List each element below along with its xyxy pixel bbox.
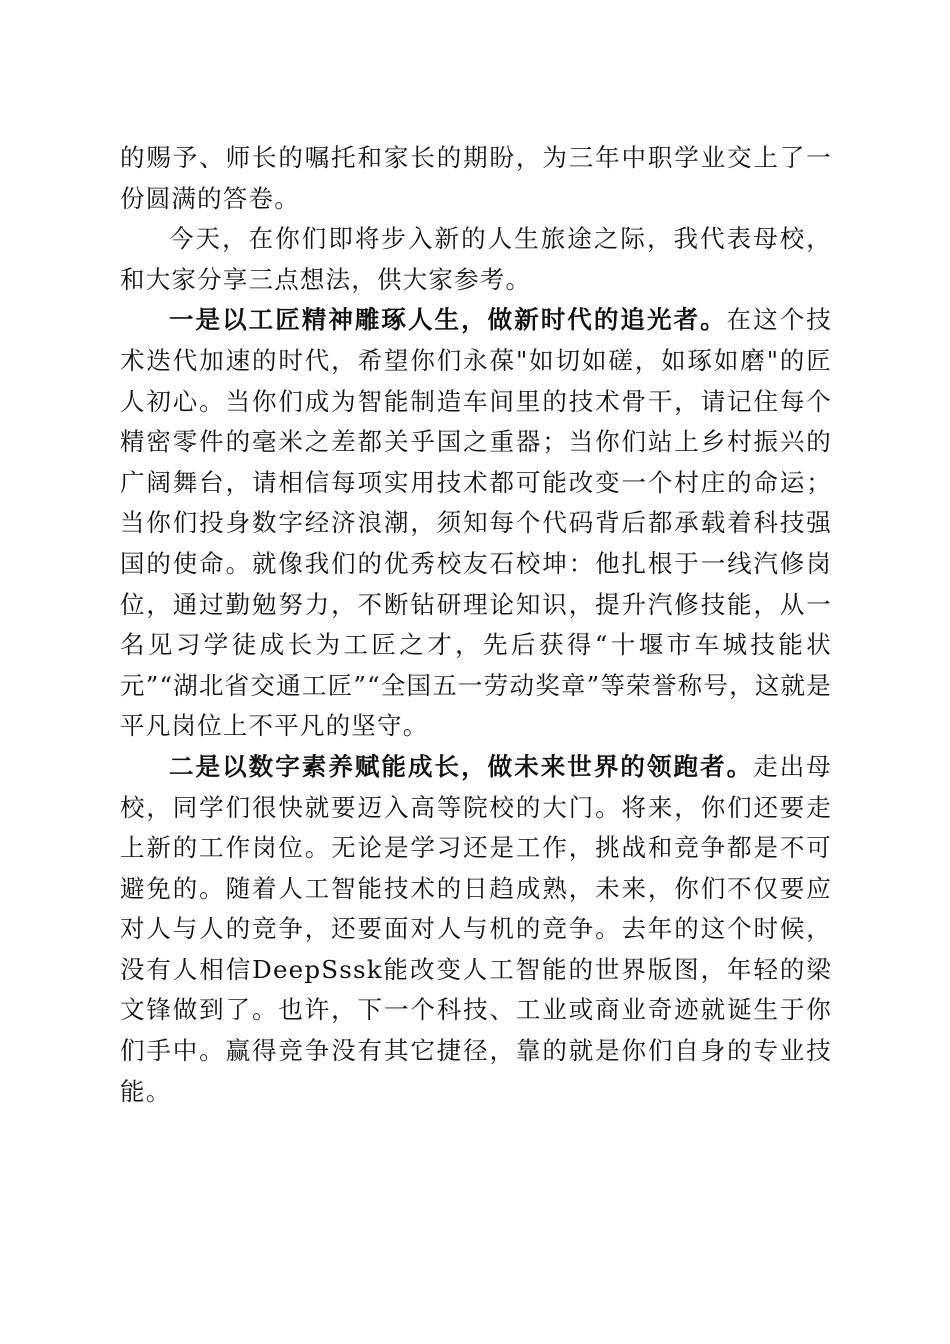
paragraph-point-two <box>120 747 832 1112</box>
paragraph-continuation <box>120 138 832 219</box>
document-page <box>120 138 832 1112</box>
paragraph-intro <box>120 219 832 300</box>
paragraph-lead-heading: 二是以数字素养赋能成长，做未来世界的领跑者。 <box>169 751 754 781</box>
paragraph-text: 今天，在你们即将步入新的人生旅途之际，我代表母校，和大家分享三点想法，供大家参考。 <box>120 224 832 294</box>
paragraph-point-one <box>120 300 832 747</box>
paragraph-text: 的赐予、师长的嘱托和家长的期盼，为三年中职学业交上了一份圆满的答卷。 <box>120 143 832 213</box>
paragraph-text: 走出母校，同学们很快就要迈入高等院校的大门。将来，你们还要走上新的工作岗位。无论是学习还是工作，挑战和竞争都是不可避免的。随着人工智能技术的日趋成熟，未来，你们不仅要应对人与人的竞争，还要面对人与机的竞争。去年的这个时候，没有人相信DeepSssk能改变人工智能的世界版图，年轻的梁文锋做到了。也许，下一个科技、工业或商业奇迹就诞生于你们手中。赢得竞争没有其它捷径，靠的就是你们自身的专业技能。 <box>120 751 832 1106</box>
paragraph-lead-heading: 一是以工匠精神雕琢人生，做新时代的追光者。 <box>169 305 727 335</box>
paragraph-text: 在这个技术迭代加速的时代，希望你们永葆"如切如磋，如琢如磨"的匠人初心。当你们成为智能制造车间里的技术骨干，请记住每个精密零件的毫米之差都关乎国之重器；当你们站上乡村振兴的广阔舞台，请相信每项实用技术都可能改变一个村庄的命运；当你们投身数字经济浪潮，须知每个代码背后都承载着科技强国的使命。就像我们的优秀校友石校坤：他扎根于一线汽修岗位，通过勤勉努力，不断钻研理论知识，提升汽修技能，从一名见习学徒成长为工匠之才，先后获得“十堰市车城技能状元”“湖北省交通工匠”“全国五一劳动奖章”等荣誉称号，这就是平凡岗位上不平凡的坚守。 <box>120 305 832 741</box>
